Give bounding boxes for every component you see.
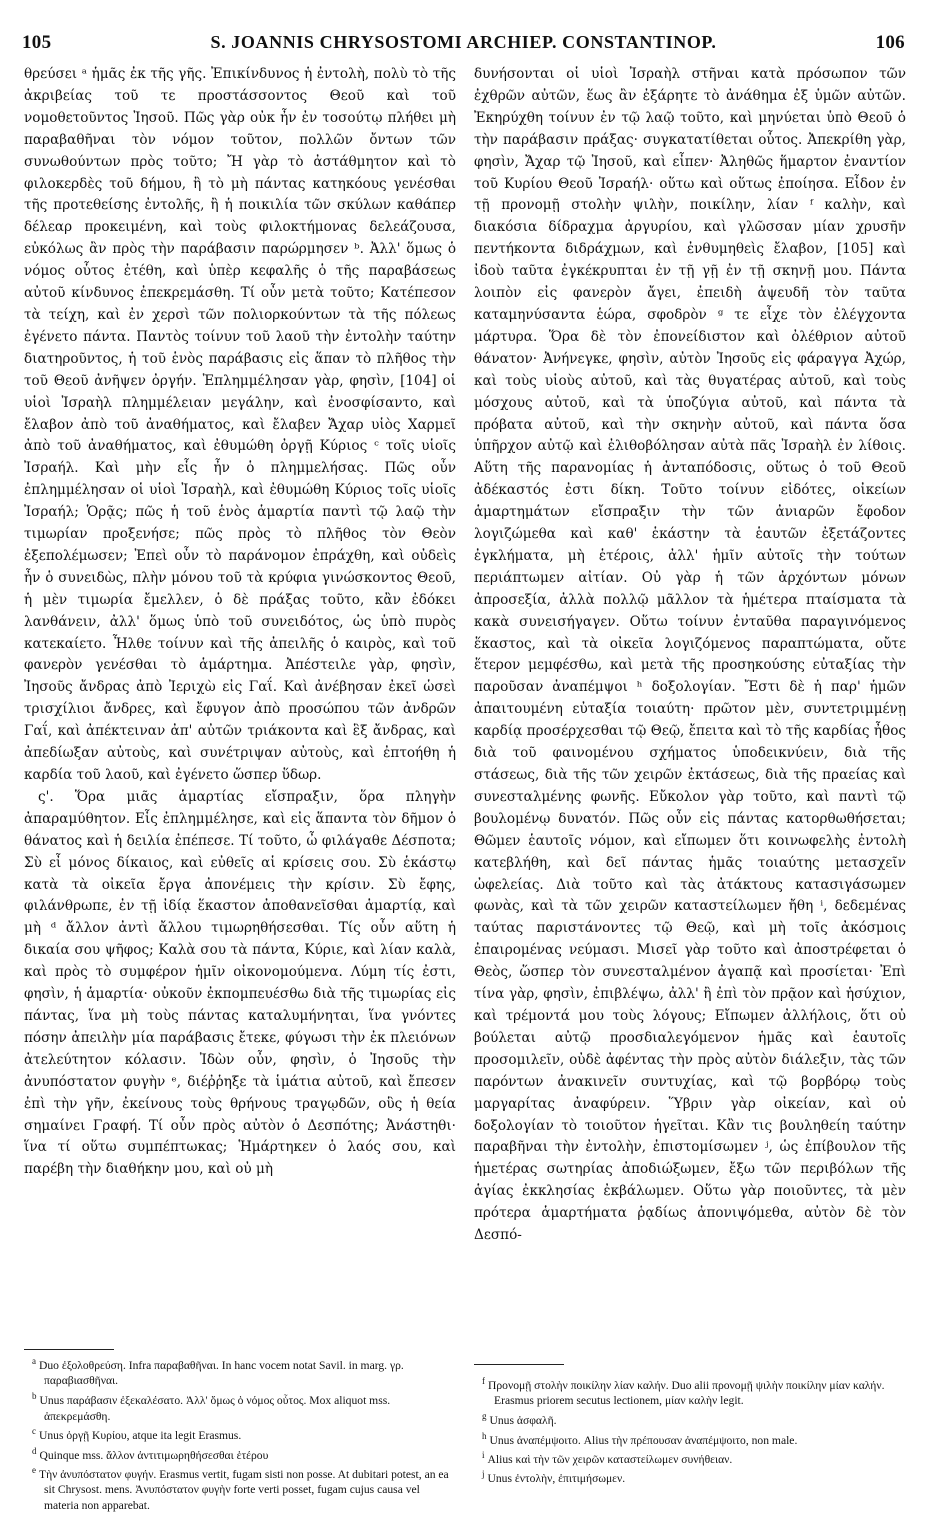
running-title: S. JOANNIS CHRYSOSTOMI ARCHIEP. CONSTANTINOP. [210, 32, 717, 52]
footnote-mark: d [32, 1445, 37, 1456]
footnote-mark: g [482, 1411, 487, 1422]
footnote [24, 1444, 456, 1463]
footnote-mark: a [32, 1356, 36, 1366]
page-header [22, 32, 905, 56]
right-column [474, 64, 906, 1247]
footnote [474, 1429, 906, 1448]
footnote-mark: e [32, 1465, 36, 1475]
footnote [474, 1448, 906, 1467]
footnote-text: Alius καὶ τὴν τῶν χειρῶν καταστείλωμεν συνήθειαν. [487, 1452, 733, 1466]
footnote-text: Unus ἀσφαλῆ. [489, 1413, 557, 1427]
footnote-mark: h [482, 1430, 487, 1441]
footnote-mark: c [32, 1426, 36, 1437]
footnote [474, 1409, 906, 1428]
footnote-mark: f [482, 1376, 485, 1386]
footnote-mark: j [482, 1469, 485, 1480]
footnote-text: Unus παράβασιν ἐξεκαλέσατο. Ἀλλ' ὅμως ὁ νόμος οὗτος. Mox aliquot mss. ἀπεκρεμάσθη. [39, 1393, 391, 1423]
footnotes-left [24, 1354, 456, 1514]
page-number-right: 106 [875, 32, 905, 53]
footnote-divider [24, 1349, 114, 1350]
footnote [24, 1424, 456, 1443]
footnote-divider [474, 1364, 564, 1365]
footnote-text: Quinque mss. ἄλλον ἀντιτιμωρηθήσεσθαι ἑτέρου [39, 1448, 269, 1462]
footnote [24, 1354, 456, 1389]
footnote [24, 1463, 456, 1514]
left-column [24, 64, 456, 1181]
footnote-text: Τὴν ἀνυπόστατον φυγήν. Erasmus vertit, fugam sisti non posse. At dubitari potest, an ea sit Chrysost. mens. Ἀνυπόστατον φυγὴν forte verti posset, fugam cujus causa vel materia non apparebat. [39, 1467, 449, 1513]
footnote-text: Duo ἐξολοθρεύση. Infra παραβαθῆναι. In hanc vocem notat Savil. in marg. γρ. παραβιασθῆναι. [39, 1358, 404, 1388]
footnote-text: Unus ὀργῇ Κυρίου, atque ita legit Erasmus. [39, 1428, 242, 1442]
paragraph: ς'. Ὅρα μιᾶς ἁμαρτίας εἴσπραξιν, ὅρα πληγὴν ἀπαραμύθητον. Εἷς ἐπλημμέλησε, καὶ εἰς ἅπαντα τὸν δῆμον ὁ θάνατος καὶ ἡ δειλία ἐπέπεσε. Τί τοῦτο, ὦ φιλάγαθε Δέσποτα; Σὺ εἶ μόνος δίκαιος, καὶ εὐθεῖς αἱ κρίσεις σου. Σὺ ἑκάστῳ κατὰ τὰ οἰκεῖα ἔργα ἀπονέμεις τὴν κρίσιν. Σὺ ἔφης, φιλάνθρωπε, ἐν τῇ ἰδίᾳ ἕκαστον ἀποθανεῖσθαι ἁμαρτίᾳ, καὶ μὴ ᵈ ἄλλον ἀντὶ ἄλλου τιμωρηθήσεσθαι. Τίς οὖν αὕτη ἡ δικαία σου ψῆφος; Καλὰ σου τὰ πάντα, Κύριε, καὶ λίαν καλὰ, καὶ πρὸς τὸ συμφέρον ἡμῖν οἰκονομούμενα. Λύμη τίς ἐστι, φησὶν, ἡ ἁμαρτία· οὐκοῦν ἐκπομπευέσθω διὰ τῆς τιμωρίας εἰς πάντας, ἵνα μὴ τοὺς πάντας καταλυμήνηται, ἵνα γνόντες πόσην ἀπειλὴν μία παράβασις ἔτεκε, φύγωσι τὴν ἐκ πλειόνων ἀτελεύτητον κόλασιν. Ἰδὼν οὖν, φησὶν, ὁ Ἰησοῦς τὴν ἀνυπόστατον φυγὴν ᵉ, διέῤῥηξε τὰ ἱμάτια αὐτοῦ, καὶ ἔπεσεν ἐπὶ τὴν γῆν, ἐκείνους τοὺς θρήνους τραγῳδῶν, οὓς ἡ θεία σημαίνει Γραφή. Τί οὖν πρὸς αὐτὸν ὁ Δεσπότης; Ἀνάστηθι· ἵνα τί οὕτω συμπέπτωκας; Ἡμάρτηκεν ὁ λαός σου, καὶ παρέβη τὴν διαθήκην μου, καὶ οὐ μὴ [24, 788, 456, 1178]
footnote [474, 1467, 906, 1486]
footnote-mark: b [32, 1391, 37, 1402]
page-number-left: 105 [22, 32, 52, 53]
footnote-text: Unus ἀναπέμψοιτο. Alius τὴν πρέπουσαν ἀναπέμψοιτο, non male. [489, 1433, 798, 1447]
footnote-text: Unus ἐντολὴν, ἐπιτιμήσωμεν. [487, 1472, 626, 1486]
footnote [24, 1389, 456, 1424]
footnote-mark: i [482, 1449, 485, 1460]
paragraph: θρεύσει ᵃ ἡμᾶς ἐκ τῆς γῆς. Ἐπικίνδυνος ἡ ἐντολὴ, πολὺ τὸ τῆς ἀκριβείας τοῦ τε προστάσσοντος Θεοῦ καὶ τοῦ νομοθετοῦντος Ἰησοῦ. Πῶς γὰρ οὐκ ἦν ἐν τοσούτῳ πλήθει μὴ παραβαθῆναι τὸν νόμον τοῦτον, πολλῶν ὄντων τῶν συνωθούντων πρὸς τοῦτο; Ἤ γὰρ τὸ ἀστάθμητον καὶ τὸ φιλοκερδὲς τοῦ δήμου, ἢ τὸ μὴ πάντας κατηκόους γενέσθαι τῆς προτεθείσης ἐντολῆς, ἢ ἡ ποικιλία τῶν σκύλων καθάπερ δέλεαρ προκειμένη, καὶ τοὺς φιλοκτήμονας δελεάζουσα, εὐκόλως ἂν πρὸς τὴν παράβασιν παρώρμησεν ᵇ. Ἀλλ' ὅμως ὁ νόμος οὗτος ἐτέθη, καὶ ὑπὲρ κεφαλῆς ὁ τῆς παραβάσεως αὐτοῦ κίνδυνος ἐπεκρεμάσθη. Τί οὖν μετὰ τοῦτο; Κατέπεσον τὰ τείχη, καὶ ἐν χερσὶ τῶν πολιορκούντων τὰ τῆς πόλεως ἐγένετο πάντα. Παντὸς τοίνυν τοῦ λαοῦ τὴν ἐντολὴν ταύτην διατηροῦντος, ἡ τοῦ ἑνὸς παράβασις εἰς ἅπαν τὸ πλῆθος τὴν τοῦ Θεοῦ ἀνῆψεν ὀργήν. Ἐπλημμέλησαν γὰρ, φησὶν, [104] οἱ υἱοὶ Ἰσραὴλ πλημμέλειαν μεγάλην, καὶ ἐνοσφίσαντο, καὶ ἔλαβον ἀπὸ τοῦ ἀναθήματος, καὶ ἔλαβεν Ἄχαρ υἱὸς Χαρμεῖ ἀπὸ τοῦ ἀναθήματος, καὶ ἐθυμώθη ὀργῇ Κύριος ᶜ τοῖς υἱοῖς Ἰσραήλ. Καὶ μὴν εἷς ἦν ὁ πλημμελήσας. Πῶς οὖν ἐπλημμέλησαν οἱ υἱοὶ Ἰσραὴλ, καὶ ἐθυμώθη Κύριος τοῖς υἱοῖς Ἰσραήλ; Ὁρᾷς; πῶς ἡ τοῦ ἑνὸς ἁμαρτία παντὶ τῷ λαῷ τὴν τιμωρίαν προξενήσε; πῶς πρὸς τὸ πλῆθος τὸν Θεὸν ἐξεπολέμωσεν; Ἐπεὶ οὖν τὸ παράνομον ἐπράχθη, καὶ οὐδεὶς ἦν ὁ συνειδὼς, πλὴν μόνου τοῦ τὰ κρύφια γινώσκοντος Θεοῦ, ἡ μὲν τιμωρία ἔμελλεν, ὁ δὲ πράξας τοῦτο, κἂν ἐδόκει λανθάνειν, ἀλλ' ὅμως ὑπὸ τοῦ συνειδότος, ὡς ὑπὸ πυρὸς κατεκαίετο. Ἦλθε τοίνυν καὶ τῆς ἀπειλῆς ὁ καιρὸς, καὶ τοῦ φανερὸν γενέσθαι τὸ ἁμάρτημα. Ἀπέστειλε γὰρ, φησὶν, Ἰησοῦς ἄνδρας ἀπὸ Ἰεριχὼ εἰς Γαΐ. Καὶ ἀνέβησαν ἐκεῖ ὡσεὶ τρισχίλιοι ἄνδρες, καὶ ἔφυγον ἀπὸ προσώπου τῶν ἀνδρῶν Γαΐ, καὶ ἀπέκτειναν ἀπ' αὐτῶν τριάκοντα καὶ ἓξ ἄνδρας, καὶ ἀπεδίωξαν αὐτοὺς, καὶ συνέτριψαν αὐτοὺς, καὶ ἐπτοήθη ἡ καρδία τοῦ λαοῦ, καὶ ἐγένετο ὥσπερ ὕδωρ. [24, 66, 456, 783]
footnote-text: Προνομῇ στολὴν ποικίλην λίαν καλήν. Duo alii προνομῇ ψιλὴν ποικίλην μίαν καλήν. Erasmus priorem secutus lectionem, μίαν καλὴν legit. [488, 1378, 885, 1408]
footnote [474, 1374, 906, 1409]
footnotes-right [474, 1374, 906, 1487]
paragraph: δυνήσονται οἱ υἱοὶ Ἰσραὴλ στῆναι κατὰ πρόσωπον τῶν ἐχθρῶν αὐτῶν, ἕως ἂν ἐξάρητε τὸ ἀνάθημα ἐξ ὑμῶν αὐτῶν. Ἐκηρύχθη τοίνυν ἐν τῷ λαῷ τοῦτο, καὶ μηνύεται ὑπὸ Θεοῦ ὁ τὴν παράβασιν πράξας· συγκατατίθεται οὗτος. Ἀπεκρίθη γὰρ, φησὶν, Ἄχαρ τῷ Ἰησοῦ, καὶ εἶπεν· Ἀληθῶς ἥμαρτον ἐναντίον τοῦ Κυρίου Θεοῦ Ἰσραήλ· οὕτω καὶ οὕτως ἐποίησα. Εἶδον ἐν τῇ προνομῇ στολὴν ψιλὴν, ποικίλην, λίαν ᶠ καλὴν, καὶ διακόσια δίδραχμα ἀργυρίου, καὶ γλῶσσαν μίαν χρυσῆν πεντήκοντα διδράχμων, καὶ ἐνθυμηθεὶς ἔλαβον, [105] καὶ ἰδοὺ ταῦτα ἐγκέκρυπται ἐν τῇ γῇ ἐν τῇ σκηνῇ μου. Πάντα λοιπὸν εἰς φανερὸν ἄγει, ἐπειδὴ ἀψευδῆ τὸν ταῦτα καταμηνύσαντα ἑώρα, σφοδρὸν ᵍ τε εἶχε τὸν ἐλέγχοντα μάρτυρα. Ὅρα δὲ τὸν ἐπονείδιστον καὶ ὀλέθριον αὐτοῦ θάνατον· Ἀνήνεγκε, φησὶν, αὐτὸν Ἰησοῦς εἰς φάραγγα Ἀχώρ, καὶ τοὺς υἱοὺς αὐτοῦ, καὶ τὰς θυγατέρας αὐτοῦ, καὶ τοὺς μόσχους αὐτοῦ, καὶ τὰ ὑποζύγια αὐτοῦ, καὶ πάντα τὰ πρόβατα αὐτοῦ, καὶ τὴν σκηνὴν αὐτοῦ, καὶ πάντα ὅσα ὑπῆρχον αὐτῷ καὶ ἐλιθοβόλησαν αὐτὰ πᾶς Ἰσραὴλ ἐν λίθοις. Αὕτη τῆς παρανομίας ἡ ἀνταπόδοσις, οὕτως ὁ τοῦ Θεοῦ ἀδέκαστός ἐστι δίκη. Τοῦτο τοίνυν εἰδότες, οἰκείων ἁμαρτημάτων εἴσπραξιν τὴν τῶν ἀνιαρῶν ἔφοδον λογιζώμεθα καὶ καθ' ἑκάστην τὰ ἑαυτῶν ἐξετάζοντες ἐγκλήματα, μὴ ἑτέροις, ἀλλ' ἡμῖν αὐτοῖς τὴν τούτων περιάπτωμεν αἰτίαν. Οὐ γὰρ ἡ τῶν ἀρχόντων μόνων ἀπροσεξία, ἀλλὰ πολλῷ μᾶλλον τὰ ἡμέτερα πταίσματα τὰ κακὰ συνεισήγαγεν. Οὕτω τοίνυν ἐνταῦθα παραγινόμενος ἕκαστος, καὶ τὰ οἰκεῖα λογιζόμενος παραπτώματα, οὔτε ἕτερον μεμφέσθω, καὶ μετὰ τῆς προσηκούσης εὐταξίας τὴν παροῦσαν ἀναπέμψοι ʰ δοξολογίαν. Ἔστι δὲ ἡ παρ' ἡμῶν ἀπαιτουμένη εὐταξία τοιαύτη· πρῶτον μὲν, συντετριμμένῃ καρδίᾳ προσέρχεσθαι τῷ Θεῷ, ἔπειτα καὶ τὸ τῆς καρδίας ἦθος διὰ τοῦ φαινομένου σχήματος ὑποδεικνύειν, διὰ τῆς στάσεως, διὰ τῆς τῶν χειρῶν ἐκτάσεως, διὰ τῆς πραείας καὶ συνεσταλμένης φωνῆς. Εὔκολον γὰρ τοῦτο, καὶ παντὶ τῷ βουλομένῳ δυνατόν. Πῶς οὖν εἰς πάντας κατορθωθήσεται; Θῶμεν ἑαυτοῖς νόμον, καὶ εἴπωμεν ὅτι κοινωφελὴς ἐντολὴ κατεβλήθη, καὶ δεῖ πάντας ἡμᾶς τοιαύτης μετασχεῖν ὠφελείας. Διὰ τοῦτο καὶ τὰς ἀτάκτους κατασιγάσωμεν φωνὰς, καὶ τὰ τῶν χειρῶν καταστείλωμεν ἤθη ⁱ, δεδεμένας ταύτας παριστάνοντες τῷ Θεῷ, καὶ μὴ τοῖς ἀκόσμοις ἐπαιρομένας νεύμασι. Μισεῖ γὰρ τοῦτο καὶ ἀποστρέφεται ὁ Θεὸς, ὥσπερ τὸν συνεσταλμένον ἀγαπᾷ καὶ προσίεται· Ἐπὶ τίνα γὰρ, φησὶν, ἐπιβλέψω, ἀλλ' ἢ ἐπὶ τὸν πρᾷον καὶ ἡσύχιον, καὶ τρέμοντά μου τοὺς λόγους; Εἴπωμεν ἀλλήλοις, ὅτι οὐ βούλεται αὐτῷ προσδιαλεγόμενον ἡμᾶς καὶ ἑαυτοῖς προσομιλεῖν, οὐδὲ ἀφέντας τὴν πρὸς αὐτὸν διάλεξιν, τὰς τῶν παρόντων ἀνακινεῖν συντυχίας, καὶ τῷ βορβόρῳ τοὺς μαργαρίτας ἀναφύρειν. Ὕβριν γὰρ οἰκείαν, καὶ οὐ δοξολογίαν τὸ τοιοῦτον ἡγεῖται. Κἂν τις βουληθείη ταύτην παραβῆναι τὴν ἐντολὴν, ἐπιστομίσωμεν ʲ, ὡς ἐπίβουλον τῆς ἡμετέρας σωτηρίας ἀποδιώξωμεν, ἔξω τῶν περιβόλων τῆς ἁγίας ἐκκλησίας ἐκβάλωμεν. Οὕτω γὰρ ποιοῦντες, τὰ μὲν πρότερα ἁμαρτήματα ῥᾳδίως ἀπονιψόμεθα, αὐτὸν δὲ τὸν Δεσπό- [474, 66, 906, 1244]
